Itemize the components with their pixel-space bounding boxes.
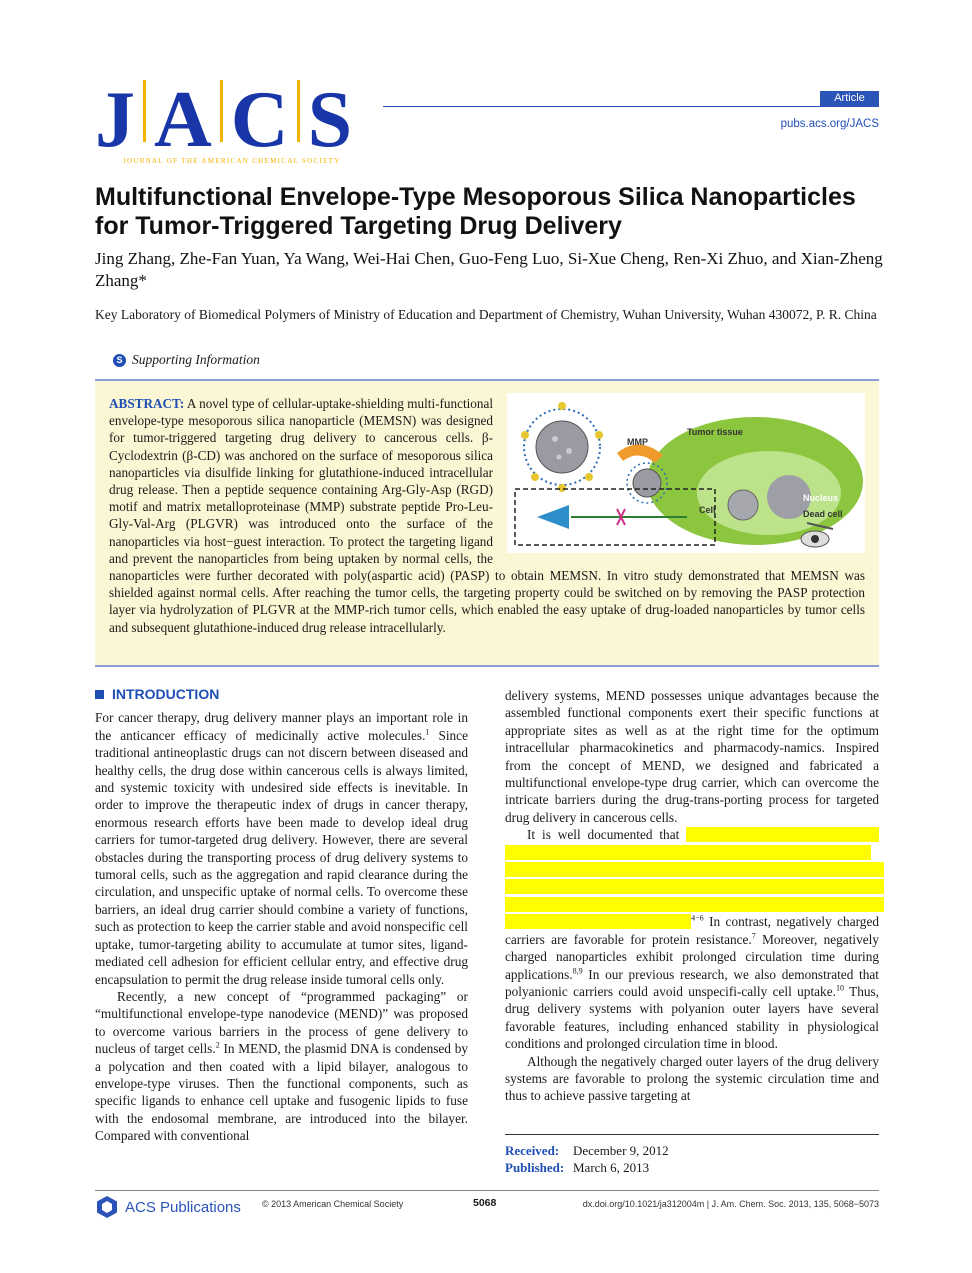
cd-cone-shape <box>537 505 569 529</box>
acs-hexagon-icon <box>95 1195 119 1219</box>
citation-ref[interactable]: 1 <box>425 727 430 737</box>
intro-paragraph-4: It is well documented that xxxxxxxxxxxxxxxxxxxxxxxxxxxxx xxxxxxxxxxxxxxxxxxxxxxxxxxxxxxxxxxxxxxxxxxxxxxxxxxxxxxx xxxxxxxxxxxxxxxxxxxxxxxxxxxxxxxxxxxxxxxxxxxxxxxxxxxxxxxxx xxxxxxxxxxxxxxxxxxxxxxxxxxxxxxxxxxxxxxxxxxxxxxxxxxxxxxxxx xxxxxxxxxxxxxxxxxxxxxxxxxxxxxxxxxxxxxxxxxxxxxxxxxxxxxxxxx xxxxxxxxxxxxxxxxxxxxxxxxxxxx$^{4-6}$ In contrast, negatively charged carriers are favorable for protein resistance.$^7$ Moreover, negatively charged nanoparticles exhibit prolonged circulation time during applications.$^{8,9}$ In our previous research, we also demonstrated that polyanionic carriers could avoid unspecifi-cally cell uptake.$^{10}$ Thus, drug delivery systems with polyanion outer layers have several favorable features, including enhanced stability in physiological conditions and prolonged circulation time in blood. <box>505 827 884 1052</box>
article-type-badge: Article <box>820 91 879 106</box>
supporting-info-label: Supporting Information <box>132 352 260 367</box>
left-column <box>95 686 468 1145</box>
intro-paragraph-5: Although the negatively charged outer layers of the drug delivery systems are favorable to prolong the systemic circulation time and thus to achieve passive targeting at <box>505 1053 879 1104</box>
paper-title: Multifunctional Envelope-Type Mesoporous Silica Nanoparticles for Tumor-Triggered Targeting Drug Delivery <box>95 183 856 240</box>
toc-graphic <box>507 393 865 553</box>
citation-ref[interactable]: 7 <box>751 931 756 941</box>
citation-ref[interactable]: 10 <box>835 983 844 993</box>
label-tumor-tissue: Tumor tissue <box>687 427 743 437</box>
journal-logo <box>95 76 385 170</box>
journal-url-link[interactable]: pubs.acs.org/JACS <box>780 118 879 130</box>
supporting-info-link[interactable] <box>113 352 260 368</box>
intro-paragraph-2: Recently, a new concept of “programmed packaging” or “multifunctional envelope-type nanodevice (MEND)” was proposed to overcome various barriers in the process of gene delivery to nucleus of target cells.$^2$ In MEND, the plasmid DNA is condensed by a polycation and then coated with a lipid bilayer, analogous to envelope-type viruses. Then the functional components, such as specific ligands to enhance cell uptake and fusogenic lipids to fuse with the endosomal membrane, are introduced into the bilayer. Compared with conventional <box>95 988 468 1144</box>
citation-ref[interactable]: 8,9 <box>572 966 583 976</box>
affiliation: Key Laboratory of Biomedical Polymers of Ministry of Education and Department of Chemistry, Wuhan University, Wuhan 430072, P. R. China <box>95 307 877 322</box>
label-cell: Cell <box>699 505 716 515</box>
supporting-info-icon: S <box>113 354 126 367</box>
doi-citation[interactable]: dx.doi.org/10.1021/ja312004m | J. Am. Chem. Soc. 2013, 135, 5068−5073 <box>582 1199 879 1209</box>
header-rule <box>383 106 879 107</box>
publication-dates <box>505 1134 879 1176</box>
author-list: Jing Zhang, Zhe-Fan Yuan, Ya Wang, Wei-Hai Chen, Guo-Feng Luo, Si-Xue Cheng, Ren-Xi Zhuo, and Xian-Zheng Zhang* <box>95 249 883 290</box>
right-column <box>505 687 884 1105</box>
journal-logo-letters: J A C S <box>95 76 353 164</box>
section-marker-icon <box>95 690 104 699</box>
footer-rule <box>95 1190 879 1191</box>
page-number: 5068 <box>473 1197 497 1209</box>
citation-ref[interactable]: 2 <box>215 1040 220 1050</box>
particle-inside-cell <box>728 490 758 520</box>
abstract-text: A novel type of cellular-uptake-shielding multi-functional envelope-type mesoporous silica nanoparticle (MEMSN) was designed for tumor-triggered targeting drug delivery to cancerous cells. β-Cyclodextrin (β-CD) was anchored on the surface of mesoporous silica nanoparticles via disulfide linking for glutathione-induced intracellular drug release. Then a peptide sequence containing Arg-Gly-Asp (RGD) motif and matrix metalloproteinase (MMP) substrate peptide Pro-Leu-Gly-Val-Arg (PLGVR) was introduced onto the surface of the nanoparticles via host−guest interaction. To protect the targeting ligand and prevent the nanoparticles from being uptaken by normal cells, the nanoparticles were further decorated with poly(aspartic acid) (PASP) to obtain MEMSN. In vitro study demonstrated that MEMSN was shielded against normal cells. After reaching the tumor cells, the targeting property could be switched on by removing the PASP protection layer via hydrolyzation of PLGVR at the MMP-rich tumor cells, which enabled the easy uptake of drug-loaded nanoparticles by tumor cells and subsequent glutathione-induced drug release intracellularly. <box>109 396 865 635</box>
citation-ref[interactable]: 4−6 <box>691 913 704 923</box>
abstract-body <box>109 395 865 636</box>
abstract-box <box>95 379 879 667</box>
mmp-enzyme-shape <box>617 444 663 463</box>
intro-paragraph-3: delivery systems, MEND possesses unique advantages because the assembled functional components exert their specific functions at appropriate sites as well as at the right time for the optimum intracellular pharmacokinetics and pharmacody-namics. Inspired from the concept of MEND, we designed and fabricated a multifunctional envelope-type drug carrier, which can overcome the intricate barriers during the drug-trans-porting process for targeted drug delivery in cancerous cells. <box>505 688 879 825</box>
published-date-row: Published: March 6, 2013 <box>505 1160 650 1175</box>
highlighted-redaction: xxxxxxxxxxxxxxxxxxxxxxxxxxxxx xxxxxxxxxxxxxxxxxxxxxxxxxxxxxxxxxxxxxxxxxxxxxxxxxxxxxxx xxxxxxxxxxxxxxxxxxxxxxxxxxxxxxxxxxxxxxxxxxxxxxxxxxxxxxxxx xxxxxxxxxxxxxxxxxxxxxxxxxxxxxxxxxxxxxxxxxxxxxxxxxxxxxxxxx xxxxxxxxxxxxxxxxxxxxxxxxxxxxxxxxxxxxxxxxxxxxxxxxxxxxxxxxx xxxxxxxxxxxxxxxxxxxxxxxxxxxx <box>505 827 884 930</box>
copyright-notice: © 2013 American Chemical Society <box>262 1199 404 1209</box>
acs-publications-logo[interactable]: ACS Publications <box>95 1193 245 1221</box>
received-date-row: Received: December 9, 2012 <box>505 1143 669 1158</box>
section-heading-introduction: INTRODUCTION <box>95 686 468 703</box>
label-mmp: MMP <box>627 437 648 447</box>
journal-subtitle: JOURNAL OF THE AMERICAN CHEMICAL SOCIETY <box>123 157 341 165</box>
label-dead-cell: Dead cell <box>803 509 843 519</box>
label-nucleus: Nucleus <box>803 493 839 503</box>
intro-paragraph-1: For cancer therapy, drug delivery manner plays an important role in the anticancer efficacy of medicinally active molecules.$^1$ Since traditional antineoplastic drugs can not discern between diseased and healthy cells, the drug dose within cancerous cells is always limited, and systemic toxicity with undesired side effects is inevitable. In order to improve the therapeutic index of drugs in cancer therapy, enormous research efforts have been made to develop ideal drug carriers for tumor-targeted drug delivery. However, there are several obstacles during the transporting process of drug delivery systems to tumoral cells, such as the aggregation and rapid clearance during the circulation, and unspecific uptake of normal cells. To overcome these barriers, an ideal drug carrier should combine a variety of functions, such as protection to keep the carrier stable and avoid nonspecific cell uptake, tumor-targeting ability to accumulate at tumor sites, ligand-mediated cell adhesion for efficient cellular entry, and effective drug encapsulation to permit the drug release inside tumoral cells only. <box>95 710 468 987</box>
nanoparticle-large <box>521 402 603 492</box>
abstract-label: ABSTRACT: <box>109 396 185 411</box>
